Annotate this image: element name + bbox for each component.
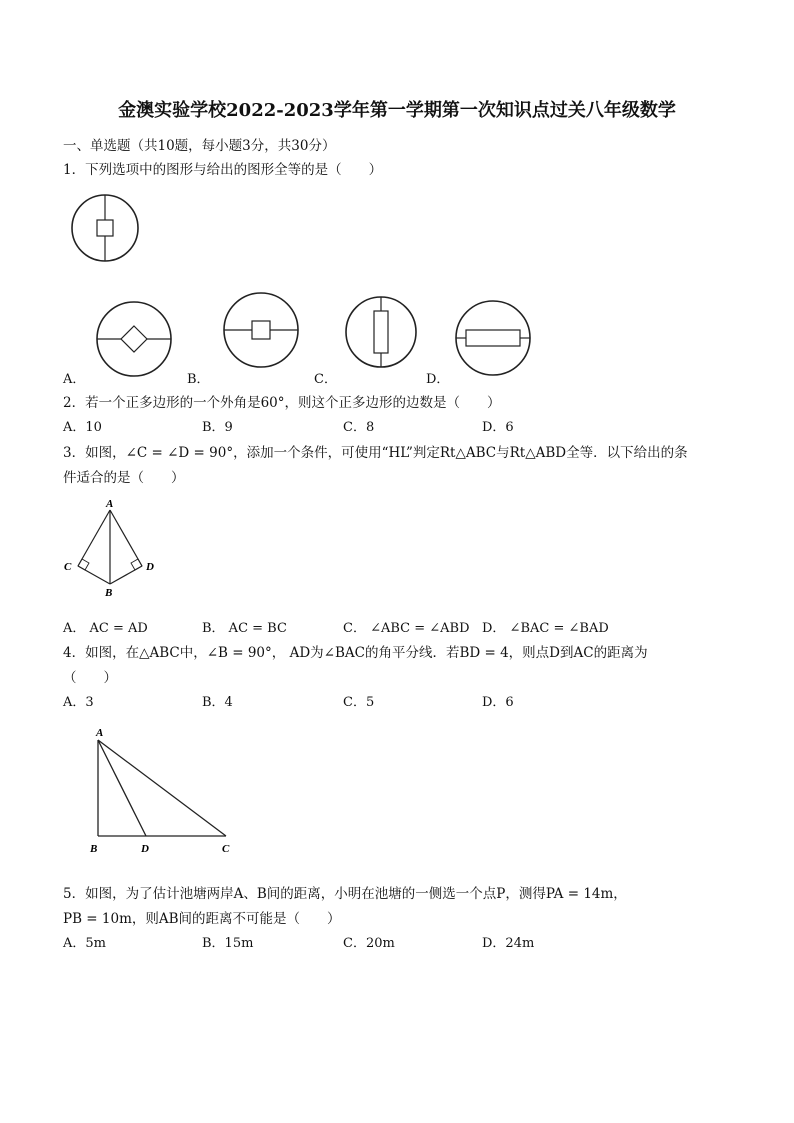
q3-label-b: B <box>105 587 113 599</box>
q4-label-d: D <box>141 843 149 855</box>
q3-option-b: B． AC = BC <box>202 621 287 636</box>
q2-option-d: D．6 <box>482 420 514 435</box>
q5-option-a: A．5m <box>63 936 106 951</box>
section-heading: 一、单选题（共10题，每小题3分，共30分） <box>63 138 336 154</box>
q1-option-c-rectangle <box>374 311 388 353</box>
q2-option-b: B．9 <box>202 420 233 435</box>
q5-option-c: C．20m <box>343 936 395 951</box>
question-3-stem-line1: 3．如图，∠C = ∠D = 90°，添加一个条件，可使用“HL”判定Rt△ABC与Rt△ABD全等．以下给出的条 <box>63 445 688 461</box>
q3-right-angle-mark-d <box>131 559 142 570</box>
q3-right-angle-mark-c <box>78 559 89 570</box>
q1-option-d-figure <box>454 299 532 377</box>
question-5-stem-line1: 5．如图，为了估计池塘两岸A、B间的距离，小明在池塘的一侧选一个点P，测得PA = 14m， <box>63 886 627 902</box>
q4-label-c: C <box>222 843 230 855</box>
q3-option-d: D． ∠BAC = ∠BAD <box>482 621 609 636</box>
question-3-stem-line2: 件适合的是（ ） <box>63 470 185 486</box>
q1-option-c-figure <box>344 294 418 370</box>
page-title: 金澳实验学校2022-2023学年第一学期第一次知识点过关八年级数学 <box>118 100 676 121</box>
q5-option-d: D．24m <box>482 936 535 951</box>
q4-option-b: B．4 <box>202 695 233 710</box>
q1-option-a-diamond <box>121 326 147 352</box>
q4-option-d: D．6 <box>482 695 514 710</box>
q2-option-a: A．10 <box>63 420 102 435</box>
q1-option-c: C． <box>314 372 337 387</box>
q1-option-b-square <box>252 321 270 339</box>
q4-angle-bisector <box>98 740 146 836</box>
q1-option-a: A． <box>63 372 86 387</box>
q1-option-a-figure <box>94 301 174 377</box>
q4-option-a: A．3 <box>63 695 94 710</box>
q3-kite-figure <box>60 498 160 600</box>
q5-option-b: B．15m <box>202 936 254 951</box>
question-5-stem-line2: PB = 10m，则AB间的距离不可能是（ ） <box>63 911 341 927</box>
question-1-stem: 1．下列选项中的图形与给出的图形全等的是（ ） <box>63 162 383 178</box>
q1-option-b: B． <box>187 372 210 387</box>
question-2-stem: 2．若一个正多边形的一个外角是60°，则这个正多边形的边数是（ ） <box>63 395 501 411</box>
question-4-stem-line1: 4．如图，在△ABC中，∠B = 90°， AD为∠BAC的角平分线．若BD = 4，则点D到AC的距离为 <box>63 645 648 661</box>
q4-label-a: A <box>96 727 104 739</box>
q1-option-b-figure <box>222 292 300 368</box>
q3-option-c: C． ∠ABC = ∠ABD <box>343 621 470 636</box>
q3-option-a: A． AC = AD <box>63 621 148 636</box>
q3-label-d: D <box>146 561 154 573</box>
q2-option-c: C．8 <box>343 420 375 435</box>
q4-label-b: B <box>90 843 98 855</box>
q4-triangle-figure <box>86 726 246 858</box>
q1-given-square <box>97 220 113 236</box>
question-4-stem-line2: （ ） <box>63 670 117 686</box>
q4-option-c: C．5 <box>343 695 375 710</box>
q1-option-d: D． <box>426 372 450 387</box>
q3-label-c: C <box>64 561 72 573</box>
q1-given-figure <box>68 193 142 263</box>
q1-option-d-rectangle <box>466 330 520 346</box>
q3-label-a: A <box>106 498 114 510</box>
